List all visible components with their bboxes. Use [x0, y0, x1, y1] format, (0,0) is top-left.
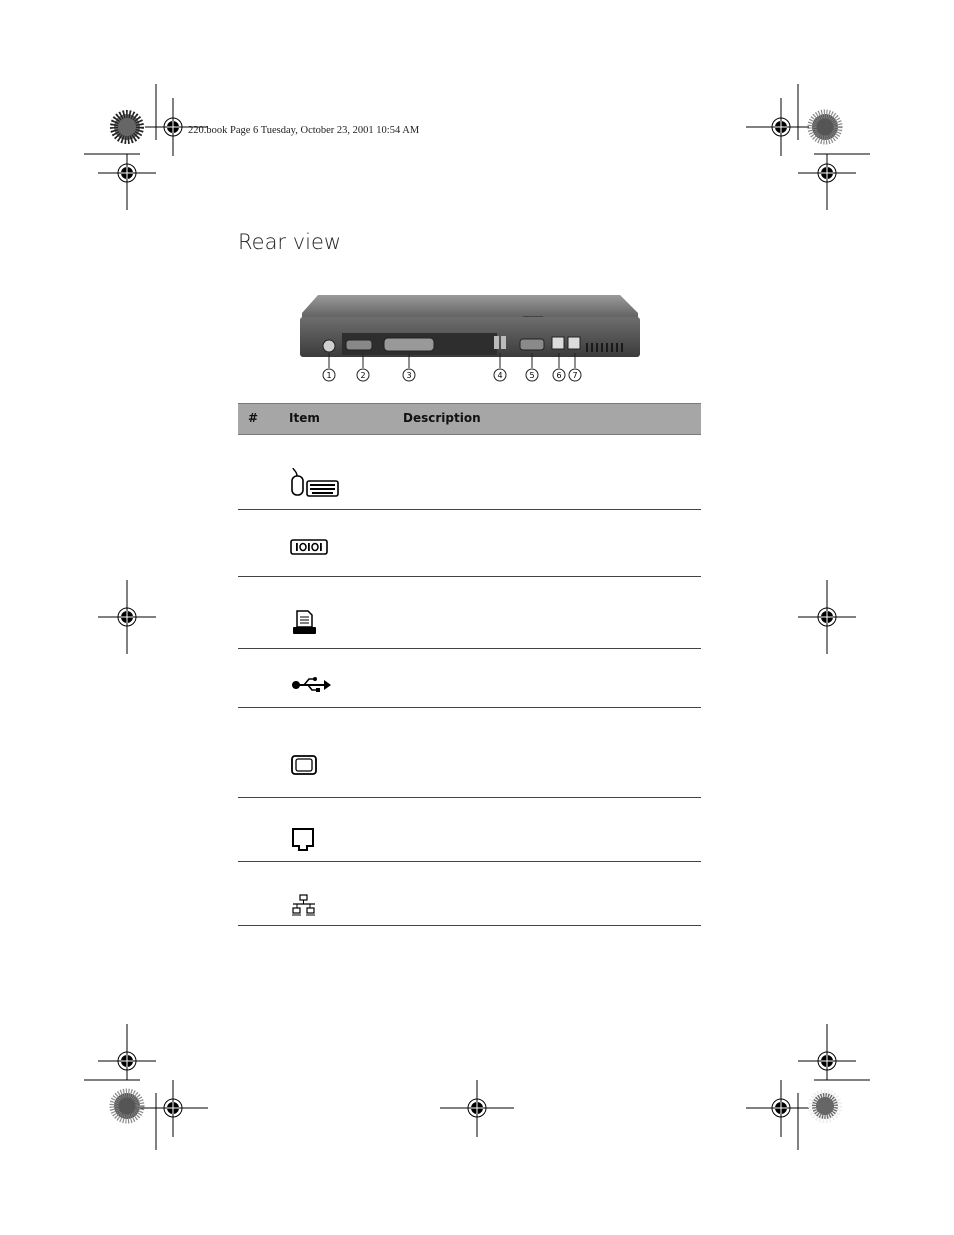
- serial-port-icon: [290, 538, 330, 556]
- table-row: [238, 708, 701, 798]
- callout-label: 5: [529, 371, 535, 380]
- header-item: Item: [289, 411, 320, 425]
- phone-jack-icon: [290, 826, 318, 852]
- usb-icon: [290, 675, 332, 693]
- header-num: #: [248, 411, 259, 425]
- monitor-icon: [290, 754, 320, 778]
- table-header: [238, 403, 701, 435]
- header-description: Description: [403, 411, 481, 425]
- callout-label: 4: [497, 371, 503, 380]
- callout-label: 7: [572, 371, 578, 380]
- table-row: [238, 862, 701, 926]
- callout-label: 3: [406, 371, 412, 380]
- network-icon: [290, 894, 320, 918]
- laptop-rear-illustration: [298, 293, 643, 385]
- table-row: [238, 798, 701, 862]
- printer-icon: [290, 610, 320, 638]
- ports-table: [238, 403, 701, 926]
- callout-label: 2: [360, 371, 366, 380]
- table-row: [238, 649, 701, 708]
- page-title: Rear view: [238, 230, 342, 254]
- callout-label: 6: [556, 371, 562, 380]
- table-row: [238, 435, 701, 510]
- print-slug-line: 220.book Page 6 Tuesday, October 23, 2001 10:54 AM: [188, 125, 420, 136]
- table-row: [238, 577, 701, 649]
- mouse-keyboard-icon: [290, 468, 340, 498]
- table-row: [238, 510, 701, 577]
- callout-label: 1: [326, 371, 332, 380]
